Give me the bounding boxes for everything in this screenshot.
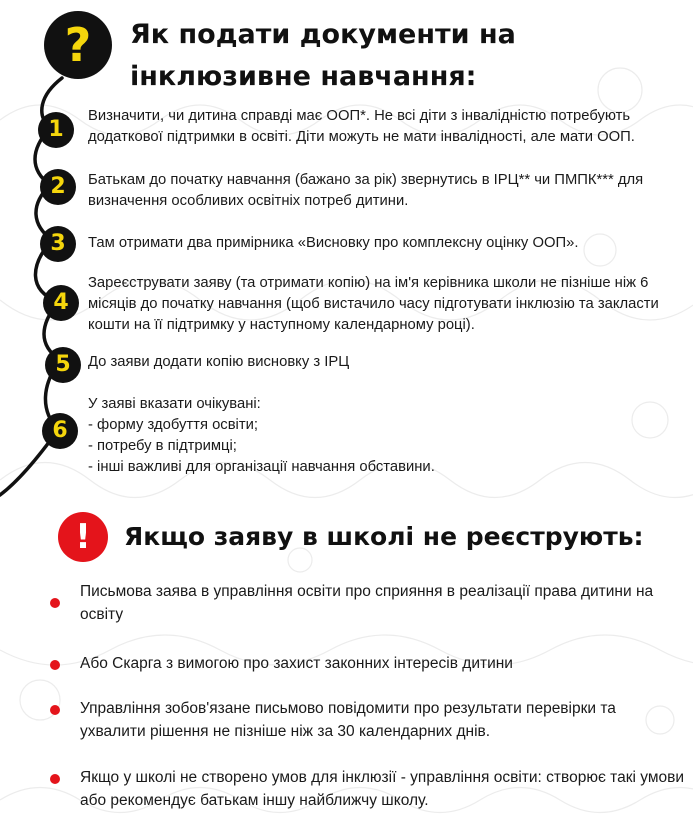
warning-item-4: Якщо у школі не створено умов для інклюзії - управління освіти: створює такі умови або рекомендує батькам іншу найближчу школу.	[80, 769, 684, 809]
step-badge-3: 3	[40, 226, 76, 262]
exclamation-icon: !	[58, 512, 108, 562]
step-text-4: Зареєструвати заяву (та отримати копію) на ім'я керівника школи не пізніше ніж 6 місяців до початку навчання (щоб вистачило часу підготувати інклюзію та закласти кошти на її підтримку у наступному календарному році).	[88, 275, 659, 333]
warning-title: Якщо заяву в школі не реєструють:	[124, 522, 644, 551]
bullet-dot-3	[50, 705, 60, 715]
step-badge-6: 6	[42, 413, 78, 449]
warning-item-3: Управління зобов'язане письмово повідомити про результати перевірки та ухвалити рішення не пізніше ніж за 30 календарних днів.	[80, 700, 616, 740]
step-badge-5: 5	[45, 347, 81, 383]
step-text-2: Батькам до початку навчання (бажано за рік) звернутись в ІРЦ** чи ПМПК*** для визначення особливих освітніх потреб дитини.	[88, 172, 644, 209]
step-badge-1: 1	[38, 112, 74, 148]
page-title: Як подати документи на інклюзивне навчання:	[130, 19, 516, 92]
step-badge-4: 4	[43, 285, 79, 321]
warning-item-1: Письмова заява в управління освіти про сприяння в реалізації права дитини на освіту	[80, 583, 654, 623]
warning-item-2: Або Скарга з вимогою про захист законних інтересів дитини	[80, 655, 513, 672]
step-badge-2: 2	[40, 169, 76, 205]
svg-text:?: ?	[64, 18, 92, 72]
step-text-3: Там отримати два примірника «Висновку про комплексну оцінку ООП».	[88, 235, 579, 251]
step-text-6: У заяві вказати очікувані: - форму здобуття освіти; - потребу в підтримці; - інші важливі для організації навчання обставини.	[88, 396, 435, 475]
bullet-dot-2	[50, 660, 60, 670]
bullet-dot-4	[50, 774, 60, 784]
question-mark-icon	[43, 10, 113, 80]
step-text-1: Визначити, чи дитина справді має ООП*. Не всі діти з інвалідністю потребують додаткової підтримки в освіті. Діти можуть не мати інвалідності, але мати ООП.	[88, 108, 635, 145]
bullet-dot-1	[50, 598, 60, 608]
step-text-5: До заяви додати копію висновку з ІРЦ	[88, 354, 350, 370]
